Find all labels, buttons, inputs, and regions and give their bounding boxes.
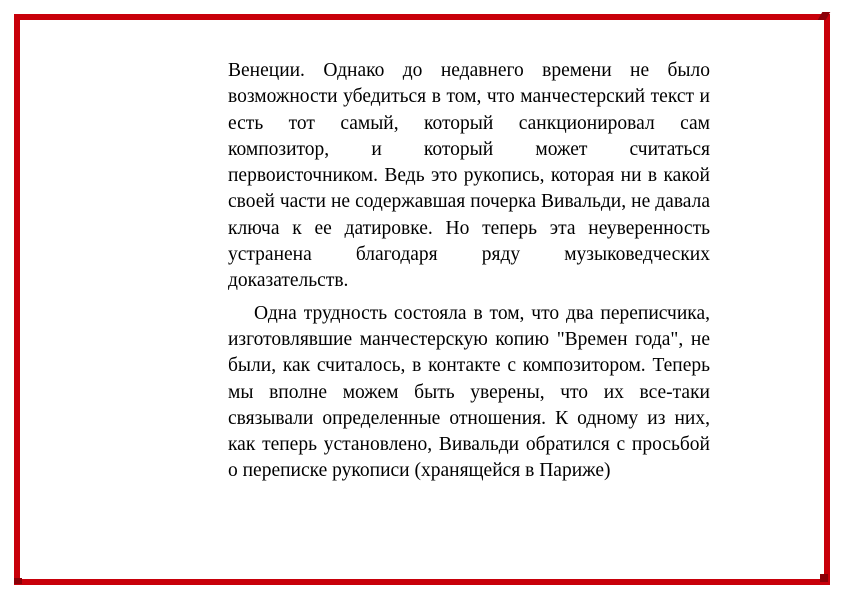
paragraph-2: Одна трудность состояла в том, что два переписчика, изготовлявшие манчестерскую копию "Времен года", не были, как считалось, в контакте с композитором. Теперь мы вполне можем быть уверены, что их все-таки связывали определенные отношения. К одному из них, как теперь установлено, Вивальди обратился с просьбой о переписке рукописи (хранящейся в Париже) — [228, 302, 710, 482]
frame-corner-bottom-left — [14, 578, 22, 584]
document-text-block — [228, 58, 710, 485]
paragraph-1: Венеции. Однако до недавнего времени не было возможности убедиться в том, что манчестерский текст и есть тот самый, который санкционировал сам композитор, и который может считаться первоисточником. Ведь это рукопись, которая ни в какой своей части не содержавшая почерка Вивальди, не давала ключа к ее датировке. Но теперь эта неуверенность устранена благодаря ряду музыковедческих доказательств. — [228, 60, 710, 292]
frame-corner-bottom-right — [820, 574, 828, 582]
